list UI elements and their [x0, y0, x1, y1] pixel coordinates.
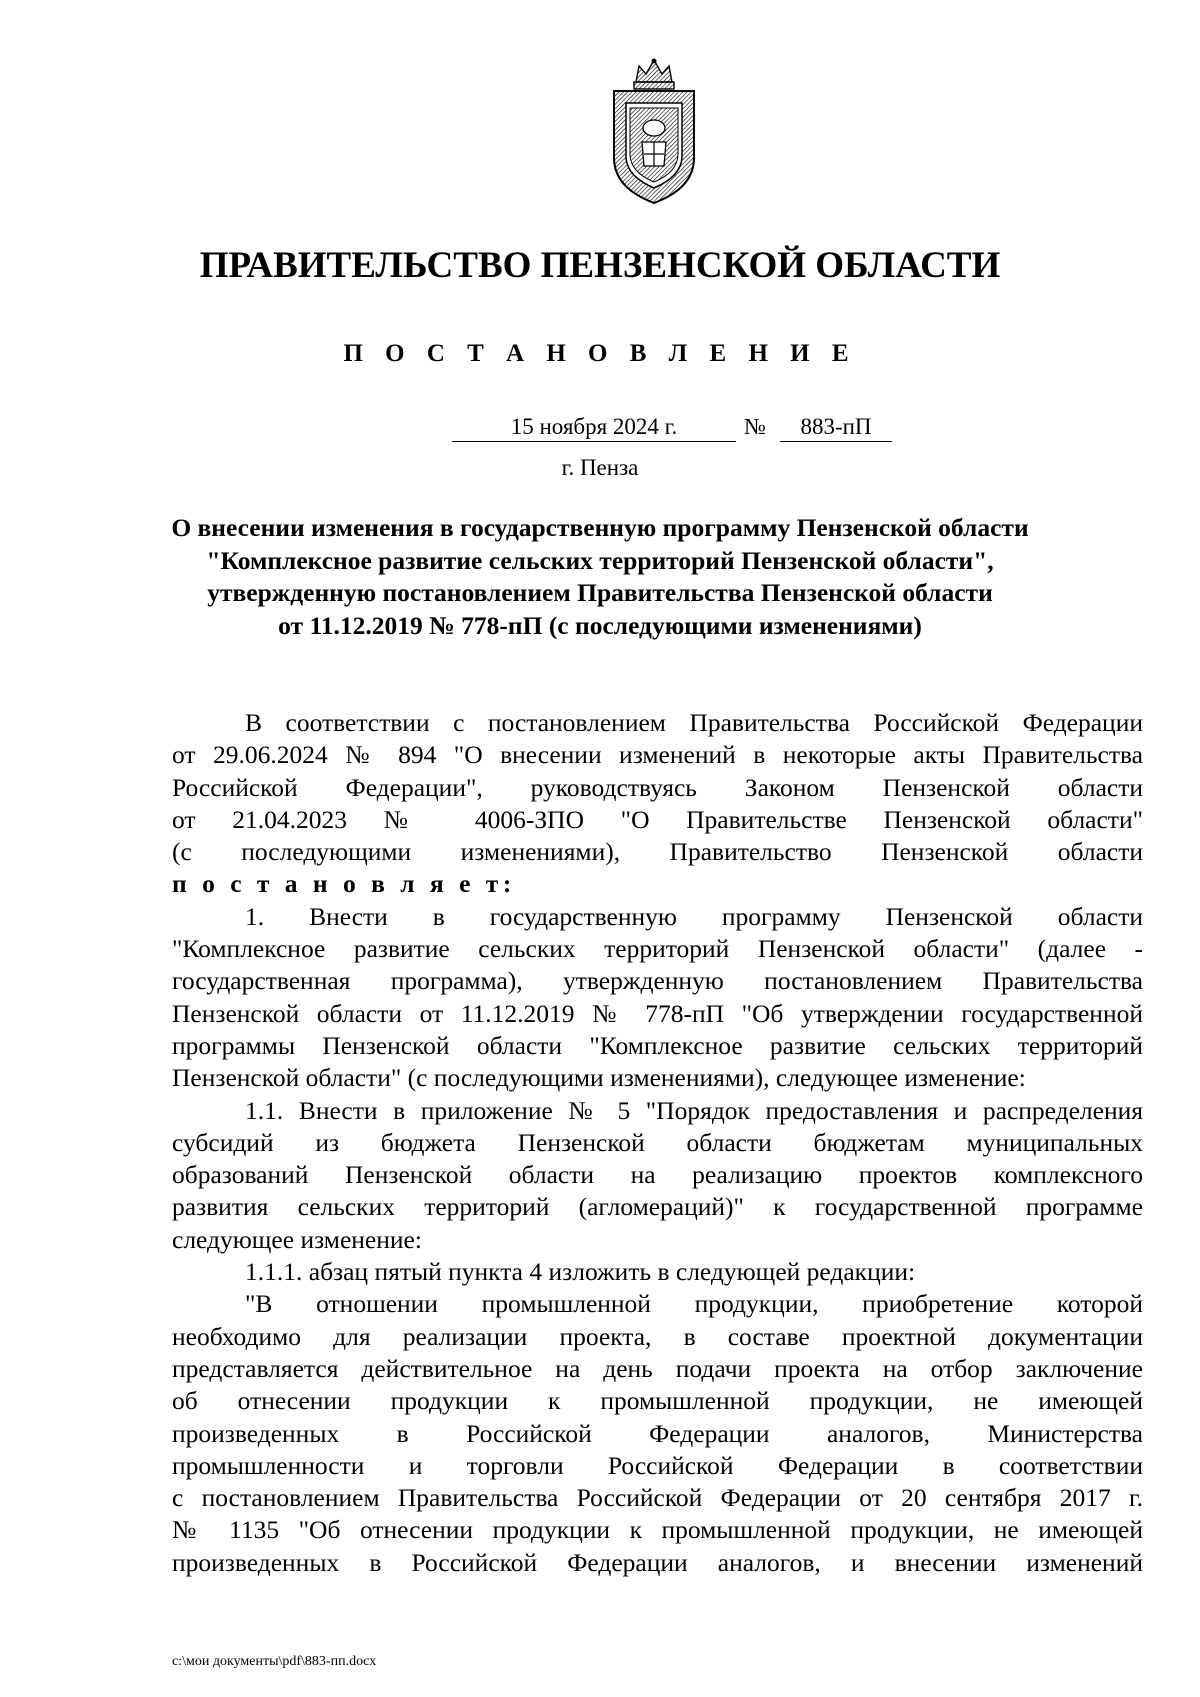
resolves-word: п о с т а н о в л я е т:: [172, 869, 516, 899]
city: г. Пенза: [561, 455, 639, 480]
body-line: образований Пензенской области на реализацию проектов комплексного: [172, 1160, 1143, 1190]
body-line: необходимо для реализации проекта, в составе проектной документации: [172, 1321, 1143, 1351]
body-line: субсидий из бюджета Пензенской области бюджетам муниципальных: [172, 1127, 1143, 1157]
body-line: "Комплексное развитие сельских территорий Пензенской области" (далее -: [172, 934, 1143, 964]
body-line: программы Пензенской области "Комплексное развитие сельских территорий: [172, 1030, 1143, 1060]
government-title: ПРАВИТЕЛЬСТВО ПЕНЗЕНСКОЙ ОБЛАСТИ: [199, 245, 1001, 286]
file-path-footer: c:\мои документы\pdf\883-пп.docx: [172, 1654, 377, 1669]
body-line: произведенных в Российской Федерации аналогов, и внесении изменений: [172, 1547, 1143, 1577]
number-sign: №: [744, 414, 766, 439]
body-line: государственная программа), утвержденную постановлением Правительства: [172, 966, 1143, 996]
body-line: "В отношении промышленной продукции, приобретение которой: [245, 1289, 1143, 1319]
body-line: Пензенской области от 11.12.2019 № 778-пП "Об утверждении государственной: [172, 998, 1143, 1028]
body-line: В соответствии с постановлением Правительства Российской Федерации: [245, 708, 1143, 737]
body-line: 1.1.1. абзац пятый пункта 4 изложить в следующей редакции:: [245, 1257, 916, 1287]
document-type: П О С Т А Н О В Л Е Н И Е: [343, 340, 857, 367]
body-line: 1. Внести в государственную программу Пензенской области: [245, 901, 1143, 931]
body-line: представляется действительное на день подачи проекта на отбор заключение: [172, 1353, 1143, 1383]
coat-of-arms-icon: [606, 58, 702, 208]
body-line: произведенных в Российской Федерации аналогов, Министерства: [172, 1418, 1143, 1448]
subject-line: "Комплексное развитие сельских территорий Пензенской области",: [206, 545, 994, 575]
document-number: 883-пП: [780, 414, 892, 442]
body-line: с постановлением Правительства Российской Федерации от 20 сентября 2017 г.: [172, 1483, 1143, 1513]
document-subject: [150, 512, 1050, 642]
body-line: об отнесении продукции к промышленной продукции, не имеющей: [172, 1386, 1143, 1416]
body-line: Российской Федерации", руководствуясь Законом Пензенской области: [172, 772, 1143, 802]
document-body: [172, 707, 1143, 1579]
body-line: следующее изменение:: [172, 1224, 422, 1254]
body-line: 1.1. Внести в приложение № 5 "Порядок предоставления и распределения: [245, 1095, 1143, 1125]
subject-line: от 11.12.2019 № 778-пП (с последующими изменениями): [278, 610, 922, 640]
document-date: 15 ноября 2024 г.: [452, 414, 736, 442]
body-line: от 29.06.2024 № 894 "О внесении изменений в некоторые акты Правительства: [172, 740, 1143, 770]
body-line: от 21.04.2023 № 4006-ЗПО "О Правительстве Пензенской области": [172, 804, 1143, 834]
body-line: № 1135 "Об отнесении продукции к промышленной продукции, не имеющей: [172, 1515, 1143, 1545]
subject-line: О внесении изменения в государственную программу Пензенской области: [171, 513, 1029, 542]
date-number-line: [0, 414, 1200, 446]
body-line: развития сельских территорий (агломераций)" к государственной программе: [172, 1192, 1143, 1222]
body-line: (с последующими изменениями), Правительство Пензенской области: [172, 837, 1143, 867]
body-line: Пензенской области" (с последующими изменениями), следующее изменение:: [172, 1063, 1026, 1093]
subject-line: утвержденную постановлением Правительства Пензенской области: [207, 578, 993, 607]
body-line: промышленности и торговли Российской Федерации в соответствии: [172, 1450, 1143, 1480]
